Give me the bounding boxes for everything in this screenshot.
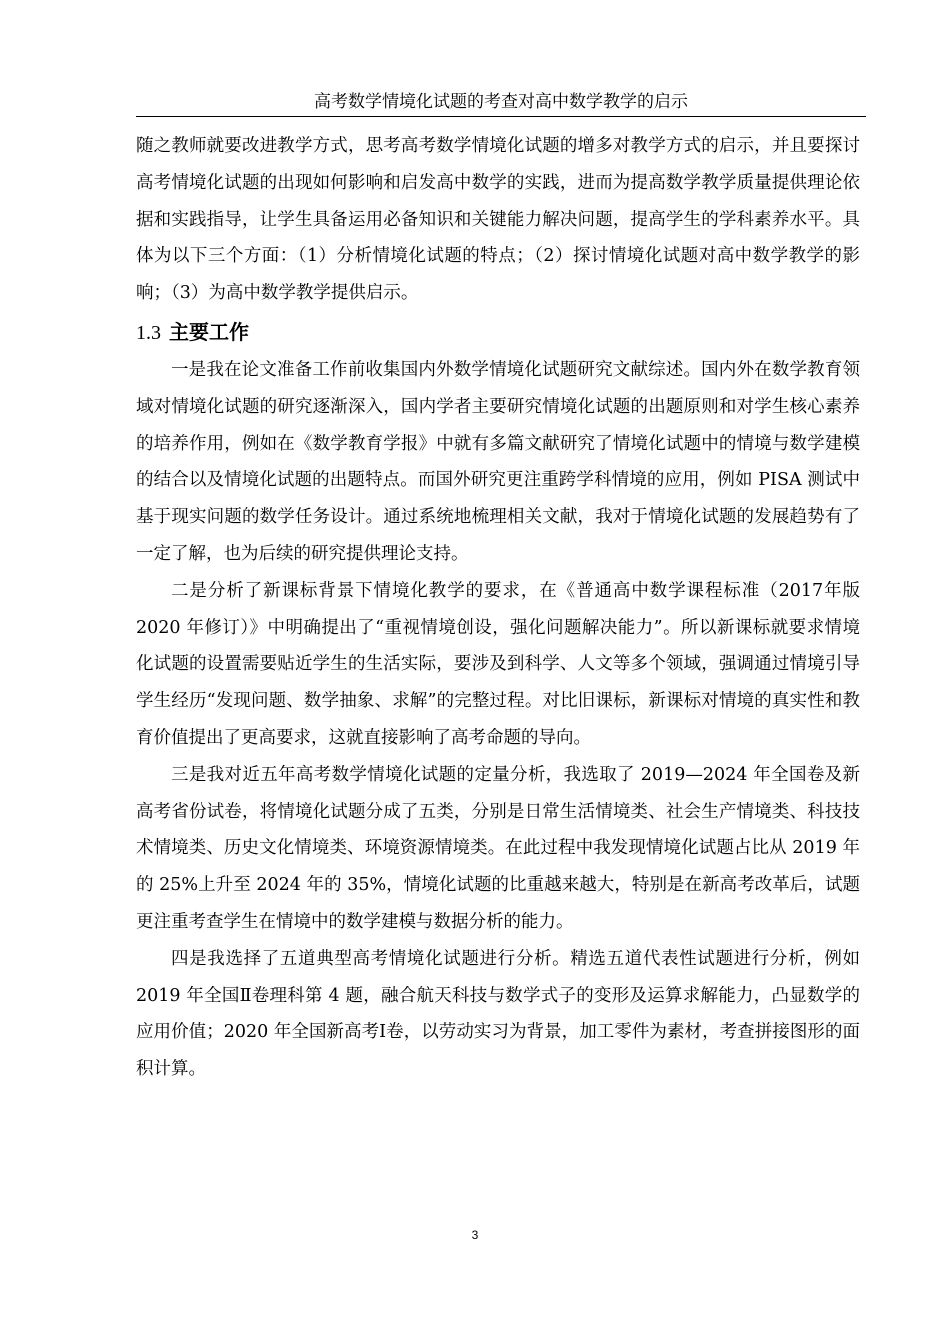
section-number: 1.3 <box>136 321 161 344</box>
paragraph-curriculum-standard: 二是分析了新课标背景下情境化教学的要求，在《普通高中数学课程标准（2017年版 2020 年修订）》中明确提出了“重视情境创设，强化问题解决能力”。所以新课标就要求情境化试题的设置需要贴近学生的生活实际，要涉及到科学、人文等多个领域，强调通过情境引导学生经历“发现问题、数学抽象、求解”的完整过程。对比旧课标，新课标对情境的真实性和教育价值提出了更高要求，这就直接影响了高考命题的导向。 <box>136 580 860 748</box>
paragraph-quantitative-analysis: 三是我对近五年高考数学情境化试题的定量分析，我选取了 2019—2024 年全国卷及新高考省份试卷，将情境化试题分成了五类，分别是日常生活情境类、社会生产情境类、科技技术情境类、历史文化情境类、环境资源情境类。在此过程中我发现情境化试题占比从 2019 年的 25%上升至 2024 年的 35%，情境化试题的比重越来越大，特别是在新高考改革后，试题更注重考查学生在情境中的数学建模与数据分析的能力。 <box>136 764 860 932</box>
paragraph-typical-questions: 四是我选择了五道典型高考情境化试题进行分析。精选五道代表性试题进行分析，例如 2019 年全国Ⅱ卷理科第 4 题，融合航天科技与数学式子的变形及运算求解能力，凸显数学的应用价值；2020 年全国新高考Ⅰ卷，以劳动实习为背景，加工零件为素材，考查拼接图形的面积计算。 <box>136 948 860 1080</box>
page-number: 3 <box>471 1228 479 1242</box>
section-title: 主要工作 <box>169 319 249 344</box>
running-header: 高考数学情境化试题的考查对高中数学教学的启示 <box>136 92 866 117</box>
paragraph-intro-continuation: 随之教师就要改进教学方式，思考高考数学情境化试题的增多对教学方式的启示，并且要探讨高考情境化试题的出现如何影响和启发高中数学的实践，进而为提高数学教学质量提供理论依据和实践指导，让学生具备运用必备知识和关键能力解决问题，提高学生的学科素养水平。具体为以下三个方面：（1）分析情境化试题的特点；（2）探讨情境化试题对高中数学教学的影响；（3）为高中数学教学提供启示。 <box>136 136 860 304</box>
body-text <box>136 128 860 1088</box>
paragraph-literature-review: 一是我在论文准备工作前收集国内外数学情境化试题研究文献综述。国内外在数学教育领域对情境化试题的研究逐渐深入，国内学者主要研究情境化试题的出题原则和对学生核心素养的培养作用，例如在《数学教育学报》中就有多篇文献研究了情境化试题中的情境与数学建模的结合以及情境化试题的出题特点。而国外研究更注重跨学科情境的应用，例如 PISA 测试中基于现实问题的数学任务设计。通过系统地梳理相关文献，我对于情境化试题的发展趋势有了一定了解，也为后续的研究提供理论支持。 <box>136 359 860 564</box>
section-heading <box>136 312 860 352</box>
